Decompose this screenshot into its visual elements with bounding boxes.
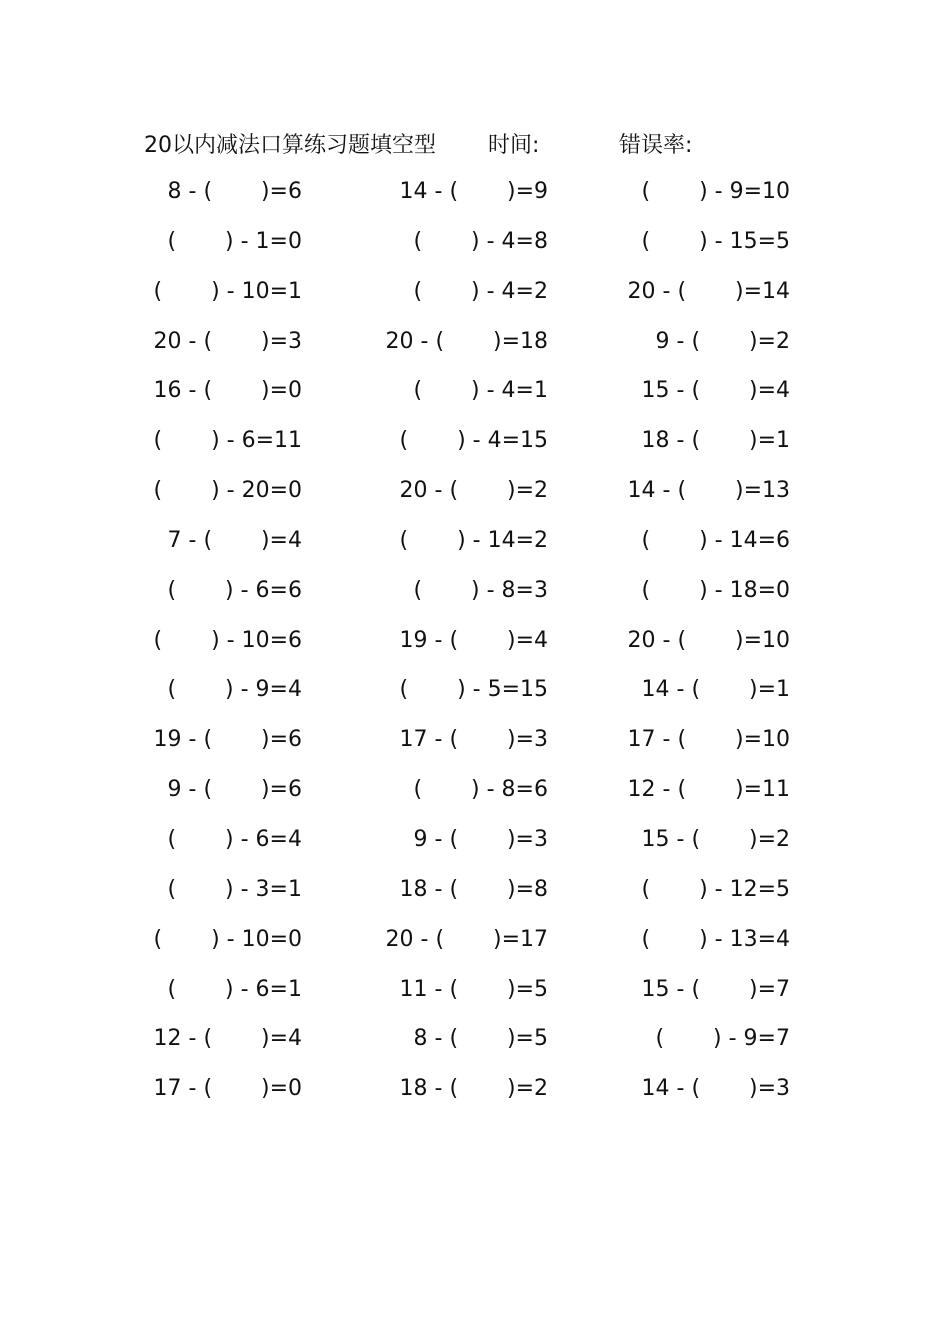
problem-item: ( ) - 14=6 xyxy=(641,527,790,553)
problem-item: ( ) - 9=4 xyxy=(167,677,302,703)
problem-item: 9 - ( )=3 xyxy=(413,826,548,852)
problem-item: ( ) - 15=5 xyxy=(641,228,790,254)
problem-item: 15 - ( )=4 xyxy=(641,378,790,404)
problem-row xyxy=(0,770,950,820)
problem-item: 17 - ( )=3 xyxy=(399,727,548,753)
problem-item: ( ) - 14=2 xyxy=(399,527,548,553)
problem-item: 20 - ( )=18 xyxy=(385,328,548,354)
problem-row xyxy=(0,970,950,1020)
problem-row xyxy=(0,272,950,322)
problem-row xyxy=(0,322,950,372)
problem-item: 16 - ( )=0 xyxy=(153,378,302,404)
problem-item: 18 - ( )=1 xyxy=(641,428,790,454)
problem-item: ( ) - 13=4 xyxy=(641,926,790,952)
problem-item: ( ) - 10=1 xyxy=(153,278,302,304)
problem-item: ( ) - 4=1 xyxy=(413,378,548,404)
problem-item: 20 - ( )=2 xyxy=(399,478,548,504)
problem-row xyxy=(0,1019,950,1069)
problem-item: 20 - ( )=10 xyxy=(627,627,790,653)
problem-item: 9 - ( )=2 xyxy=(655,328,790,354)
problem-item: ( ) - 8=6 xyxy=(413,777,548,803)
problem-item: 7 - ( )=4 xyxy=(167,527,302,553)
problem-item: ( ) - 6=11 xyxy=(153,428,302,454)
problem-item: ( ) - 4=8 xyxy=(413,228,548,254)
problem-row xyxy=(0,421,950,471)
problem-row xyxy=(0,1069,950,1119)
problem-item: ( ) - 4=2 xyxy=(413,278,548,304)
problem-row xyxy=(0,172,950,222)
problem-item: ( ) - 9=7 xyxy=(655,1026,790,1052)
problem-item: ( ) - 9=10 xyxy=(641,179,790,204)
problem-item: ( ) - 12=5 xyxy=(641,876,790,902)
error-rate-label: 错误率: xyxy=(619,133,693,158)
problem-item: 15 - ( )=2 xyxy=(641,826,790,852)
problem-item: 9 - ( )=6 xyxy=(167,777,302,803)
problem-row xyxy=(0,670,950,720)
problem-row xyxy=(0,371,950,421)
problem-row xyxy=(0,870,950,920)
problem-item: 19 - ( )=4 xyxy=(399,627,548,653)
problem-item: 18 - ( )=8 xyxy=(399,876,548,902)
problem-row xyxy=(0,222,950,272)
problem-item: 20 - ( )=3 xyxy=(153,328,302,354)
problem-item: 8 - ( )=5 xyxy=(413,1026,548,1052)
problem-item: ( ) - 20=0 xyxy=(153,478,302,504)
worksheet-header xyxy=(0,128,950,158)
problem-grid xyxy=(0,172,950,1119)
problem-item: ( ) - 6=4 xyxy=(167,826,302,852)
problem-item: ( ) - 8=3 xyxy=(413,577,548,603)
problem-item: 11 - ( )=5 xyxy=(399,976,548,1002)
problem-item: ( ) - 4=15 xyxy=(399,428,548,454)
problem-item: 14 - ( )=13 xyxy=(627,478,790,504)
problem-item: ( ) - 10=0 xyxy=(153,926,302,952)
worksheet-title: 20以内减法口算练习题填空型 xyxy=(144,133,436,158)
problem-item: ( ) - 1=0 xyxy=(167,228,302,254)
problem-item: 19 - ( )=6 xyxy=(153,727,302,753)
problem-row xyxy=(0,471,950,521)
problem-item: ( ) - 18=0 xyxy=(641,577,790,603)
problem-item: 14 - ( )=9 xyxy=(399,179,548,204)
problem-item: 14 - ( )=3 xyxy=(641,1076,790,1102)
problem-row xyxy=(0,571,950,621)
problem-item: 17 - ( )=10 xyxy=(627,727,790,753)
problem-item: 14 - ( )=1 xyxy=(641,677,790,703)
time-label: 时间: xyxy=(488,133,540,158)
problem-item: ( ) - 6=6 xyxy=(167,577,302,603)
problem-item: 8 - ( )=6 xyxy=(167,179,302,204)
problem-item: ( ) - 5=15 xyxy=(399,677,548,703)
problem-row xyxy=(0,820,950,870)
problem-item: 15 - ( )=7 xyxy=(641,976,790,1002)
problem-item: 12 - ( )=11 xyxy=(627,777,790,803)
problem-item: 20 - ( )=17 xyxy=(385,926,548,952)
problem-item: ( ) - 6=1 xyxy=(167,976,302,1002)
problem-row xyxy=(0,521,950,571)
problem-row xyxy=(0,621,950,671)
problem-item: ( ) - 3=1 xyxy=(167,876,302,902)
problem-row xyxy=(0,720,950,770)
problem-row xyxy=(0,920,950,970)
problem-item: 12 - ( )=4 xyxy=(153,1026,302,1052)
problem-item: 18 - ( )=2 xyxy=(399,1076,548,1102)
problem-item: 20 - ( )=14 xyxy=(627,278,790,304)
problem-item: ( ) - 10=6 xyxy=(153,627,302,653)
problem-item: 17 - ( )=0 xyxy=(153,1076,302,1102)
